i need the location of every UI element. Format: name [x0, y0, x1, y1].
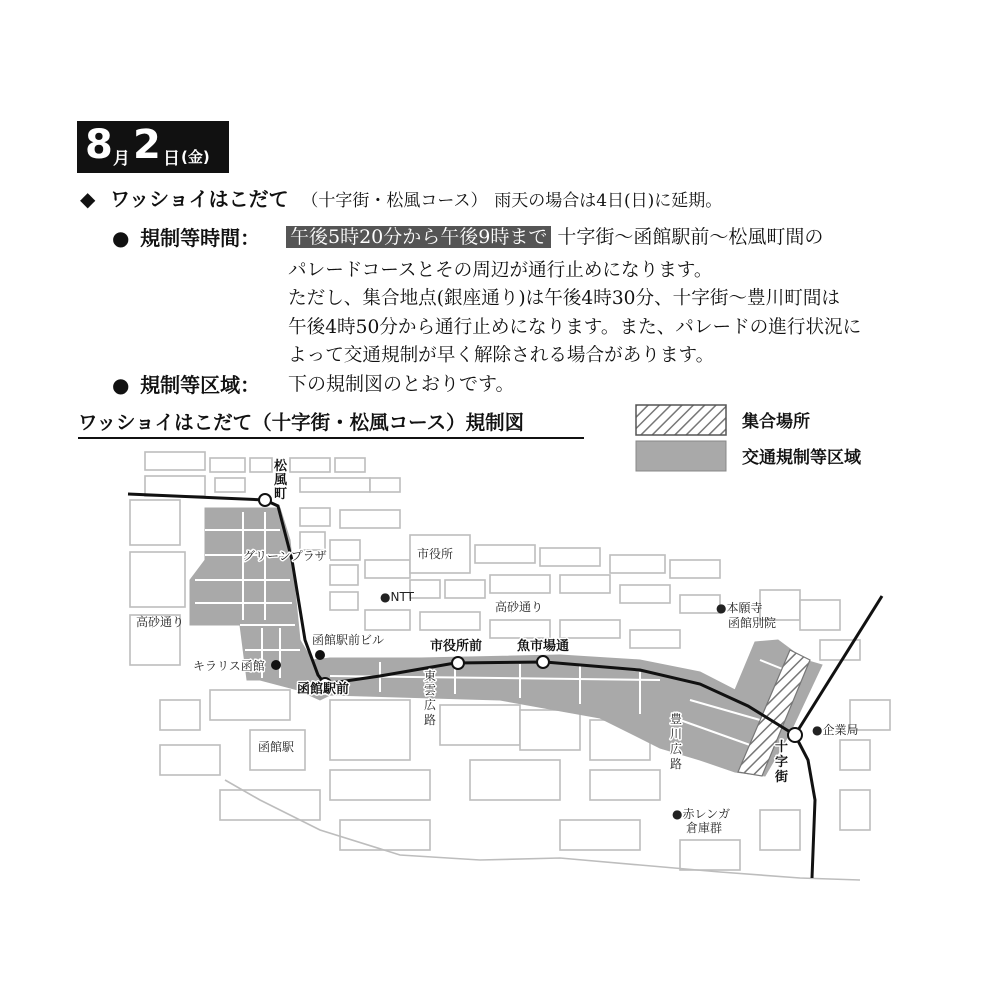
city-block: [540, 548, 600, 566]
label-honganji-1: ●本願寺: [716, 601, 763, 615]
map-title: ワッショイはこだて（十字街・松風コース）規制図: [78, 407, 584, 439]
city-block: [520, 710, 580, 750]
city-block: [560, 575, 610, 593]
label-toun-2: 雲: [424, 683, 437, 697]
city-block: [160, 745, 220, 775]
label-jujigai-1: 十: [775, 740, 789, 755]
stop-jujigai: [788, 728, 802, 742]
stop-matsukaze-cho: [259, 494, 271, 506]
event-course: （十字街・松風コース）: [301, 191, 488, 211]
regulation-line-4: よって交通規制が早く解除される場合があります。: [288, 345, 715, 366]
label-matsukaze-1: 松: [274, 459, 288, 474]
label-toyokawa-3: 広: [670, 742, 683, 756]
label-uoichiba-dori: 魚市場通: [517, 639, 570, 654]
city-block: [490, 575, 550, 593]
city-block: [470, 760, 560, 800]
city-block: [330, 592, 358, 610]
date-weekday: (金): [181, 148, 210, 166]
city-block: [420, 612, 480, 630]
city-block: [365, 560, 410, 578]
diamond-bullet-icon: ◆: [80, 187, 96, 211]
city-block: [330, 700, 410, 760]
city-block: [300, 508, 330, 526]
date-month: 8: [85, 122, 113, 168]
label-station-bldg: 函館駅前ビル: [312, 633, 385, 647]
regulation-line-3: 午後4時50分から通行止めになります。また、パレードの進行状況に: [288, 317, 862, 338]
event-rain-note: 雨天の場合は4日(日)に延期。: [494, 191, 723, 211]
time-highlight: 午後5時20分から午後9時まで: [286, 226, 551, 248]
city-block: [290, 458, 330, 472]
city-block: [760, 810, 800, 850]
label-jujigai-2: 字: [775, 755, 789, 770]
event-title: ワッショイはこだて: [110, 187, 289, 211]
city-block: [300, 532, 325, 550]
city-block: [250, 458, 272, 472]
city-block: [475, 545, 535, 563]
regulation-area-text: 下の規制図のとおりです。: [288, 373, 515, 395]
label-toyokawa-4: 路: [670, 757, 683, 771]
label-matsukaze-3: 町: [274, 487, 288, 502]
label-takasago-west: 高砂通り: [136, 615, 185, 629]
legend-gray-swatch: [636, 441, 726, 471]
label-akarenga-2: 倉庫群: [686, 821, 723, 835]
city-block: [145, 452, 205, 470]
city-block: [445, 580, 485, 598]
city-block: [365, 610, 410, 630]
regulation-line-1: パレードコースとその周辺が通行止めになります。: [288, 260, 713, 281]
regulation-area-label: 規制等区域：: [140, 373, 261, 397]
landmark-kiraris-dot: [271, 660, 281, 670]
legend-label-assembly: 集合場所: [742, 412, 810, 432]
city-block: [680, 840, 740, 870]
city-block: [680, 595, 720, 613]
circle-bullet-icon: ●: [112, 226, 130, 250]
city-block: [145, 476, 205, 496]
stop-uoichiba-dori: [537, 656, 549, 668]
city-block: [840, 740, 870, 770]
landmark-station-bldg-dot: [315, 650, 325, 660]
label-toun-4: 路: [424, 713, 437, 727]
label-green-plaza: グリーンプラザ: [243, 549, 327, 563]
city-block: [370, 478, 400, 492]
city-block: [440, 705, 520, 745]
label-takasago-east: 高砂通り: [495, 600, 544, 614]
city-block: [210, 690, 290, 720]
city-block: [560, 620, 620, 638]
date-day-unit: 日: [163, 149, 180, 169]
label-toyokawa-2: 川: [670, 727, 683, 741]
city-block: [160, 700, 200, 730]
label-city-hall: 市役所: [417, 547, 454, 561]
city-block: [490, 620, 550, 638]
label-ntt: ●NTT: [380, 590, 414, 604]
city-block: [300, 478, 370, 492]
regulation-line-0: 十字街〜函館駅前〜松風町間の: [557, 226, 824, 248]
label-akarenga-1: ●赤レンガ: [672, 807, 731, 821]
label-kiraris: キラリス函館: [193, 659, 265, 673]
regulation-time-label: 規制等時間：: [140, 226, 261, 250]
legend-hatch-swatch: [636, 405, 726, 435]
city-block: [330, 565, 358, 585]
label-toyokawa-1: 豊: [670, 712, 683, 726]
city-block: [610, 555, 665, 573]
label-jujigai-3: 街: [775, 770, 789, 785]
city-block: [335, 458, 365, 472]
city-block: [410, 580, 440, 598]
label-honganji-2: 函館別院: [728, 616, 777, 630]
city-block: [340, 510, 400, 528]
city-block: [210, 458, 245, 472]
city-block: [840, 790, 870, 830]
city-block: [130, 552, 185, 607]
regulation-line-2: ただし、集合地点(銀座通り)は午後4時30分、十字街〜豊川町間は: [288, 288, 841, 309]
city-block: [330, 540, 360, 560]
label-shiyakusho-mae: 市役所前: [430, 639, 483, 654]
date-month-unit: 月: [113, 149, 130, 169]
city-block: [620, 585, 670, 603]
city-block: [130, 500, 180, 545]
legend-label-regulated: 交通規制等区域: [742, 448, 861, 468]
date-day: 2: [133, 122, 161, 168]
circle-bullet-icon: ●: [112, 373, 130, 397]
city-block: [340, 820, 430, 850]
city-block: [590, 770, 660, 800]
city-block: [630, 630, 680, 648]
label-toun-1: 東: [424, 669, 437, 683]
label-hakodate-eki: 函館駅: [258, 740, 295, 754]
label-matsukaze-2: 風: [274, 473, 288, 488]
label-hakodate-ekimae: 函館駅前: [297, 682, 350, 697]
city-block: [330, 770, 430, 800]
city-block: [215, 478, 245, 492]
city-block: [560, 820, 640, 850]
stop-shiyakusho-mae: [452, 657, 464, 669]
label-kigyokyoku: ●企業局: [812, 723, 859, 737]
label-toun-3: 広: [424, 698, 437, 712]
city-block: [800, 600, 840, 630]
city-block: [670, 560, 720, 578]
